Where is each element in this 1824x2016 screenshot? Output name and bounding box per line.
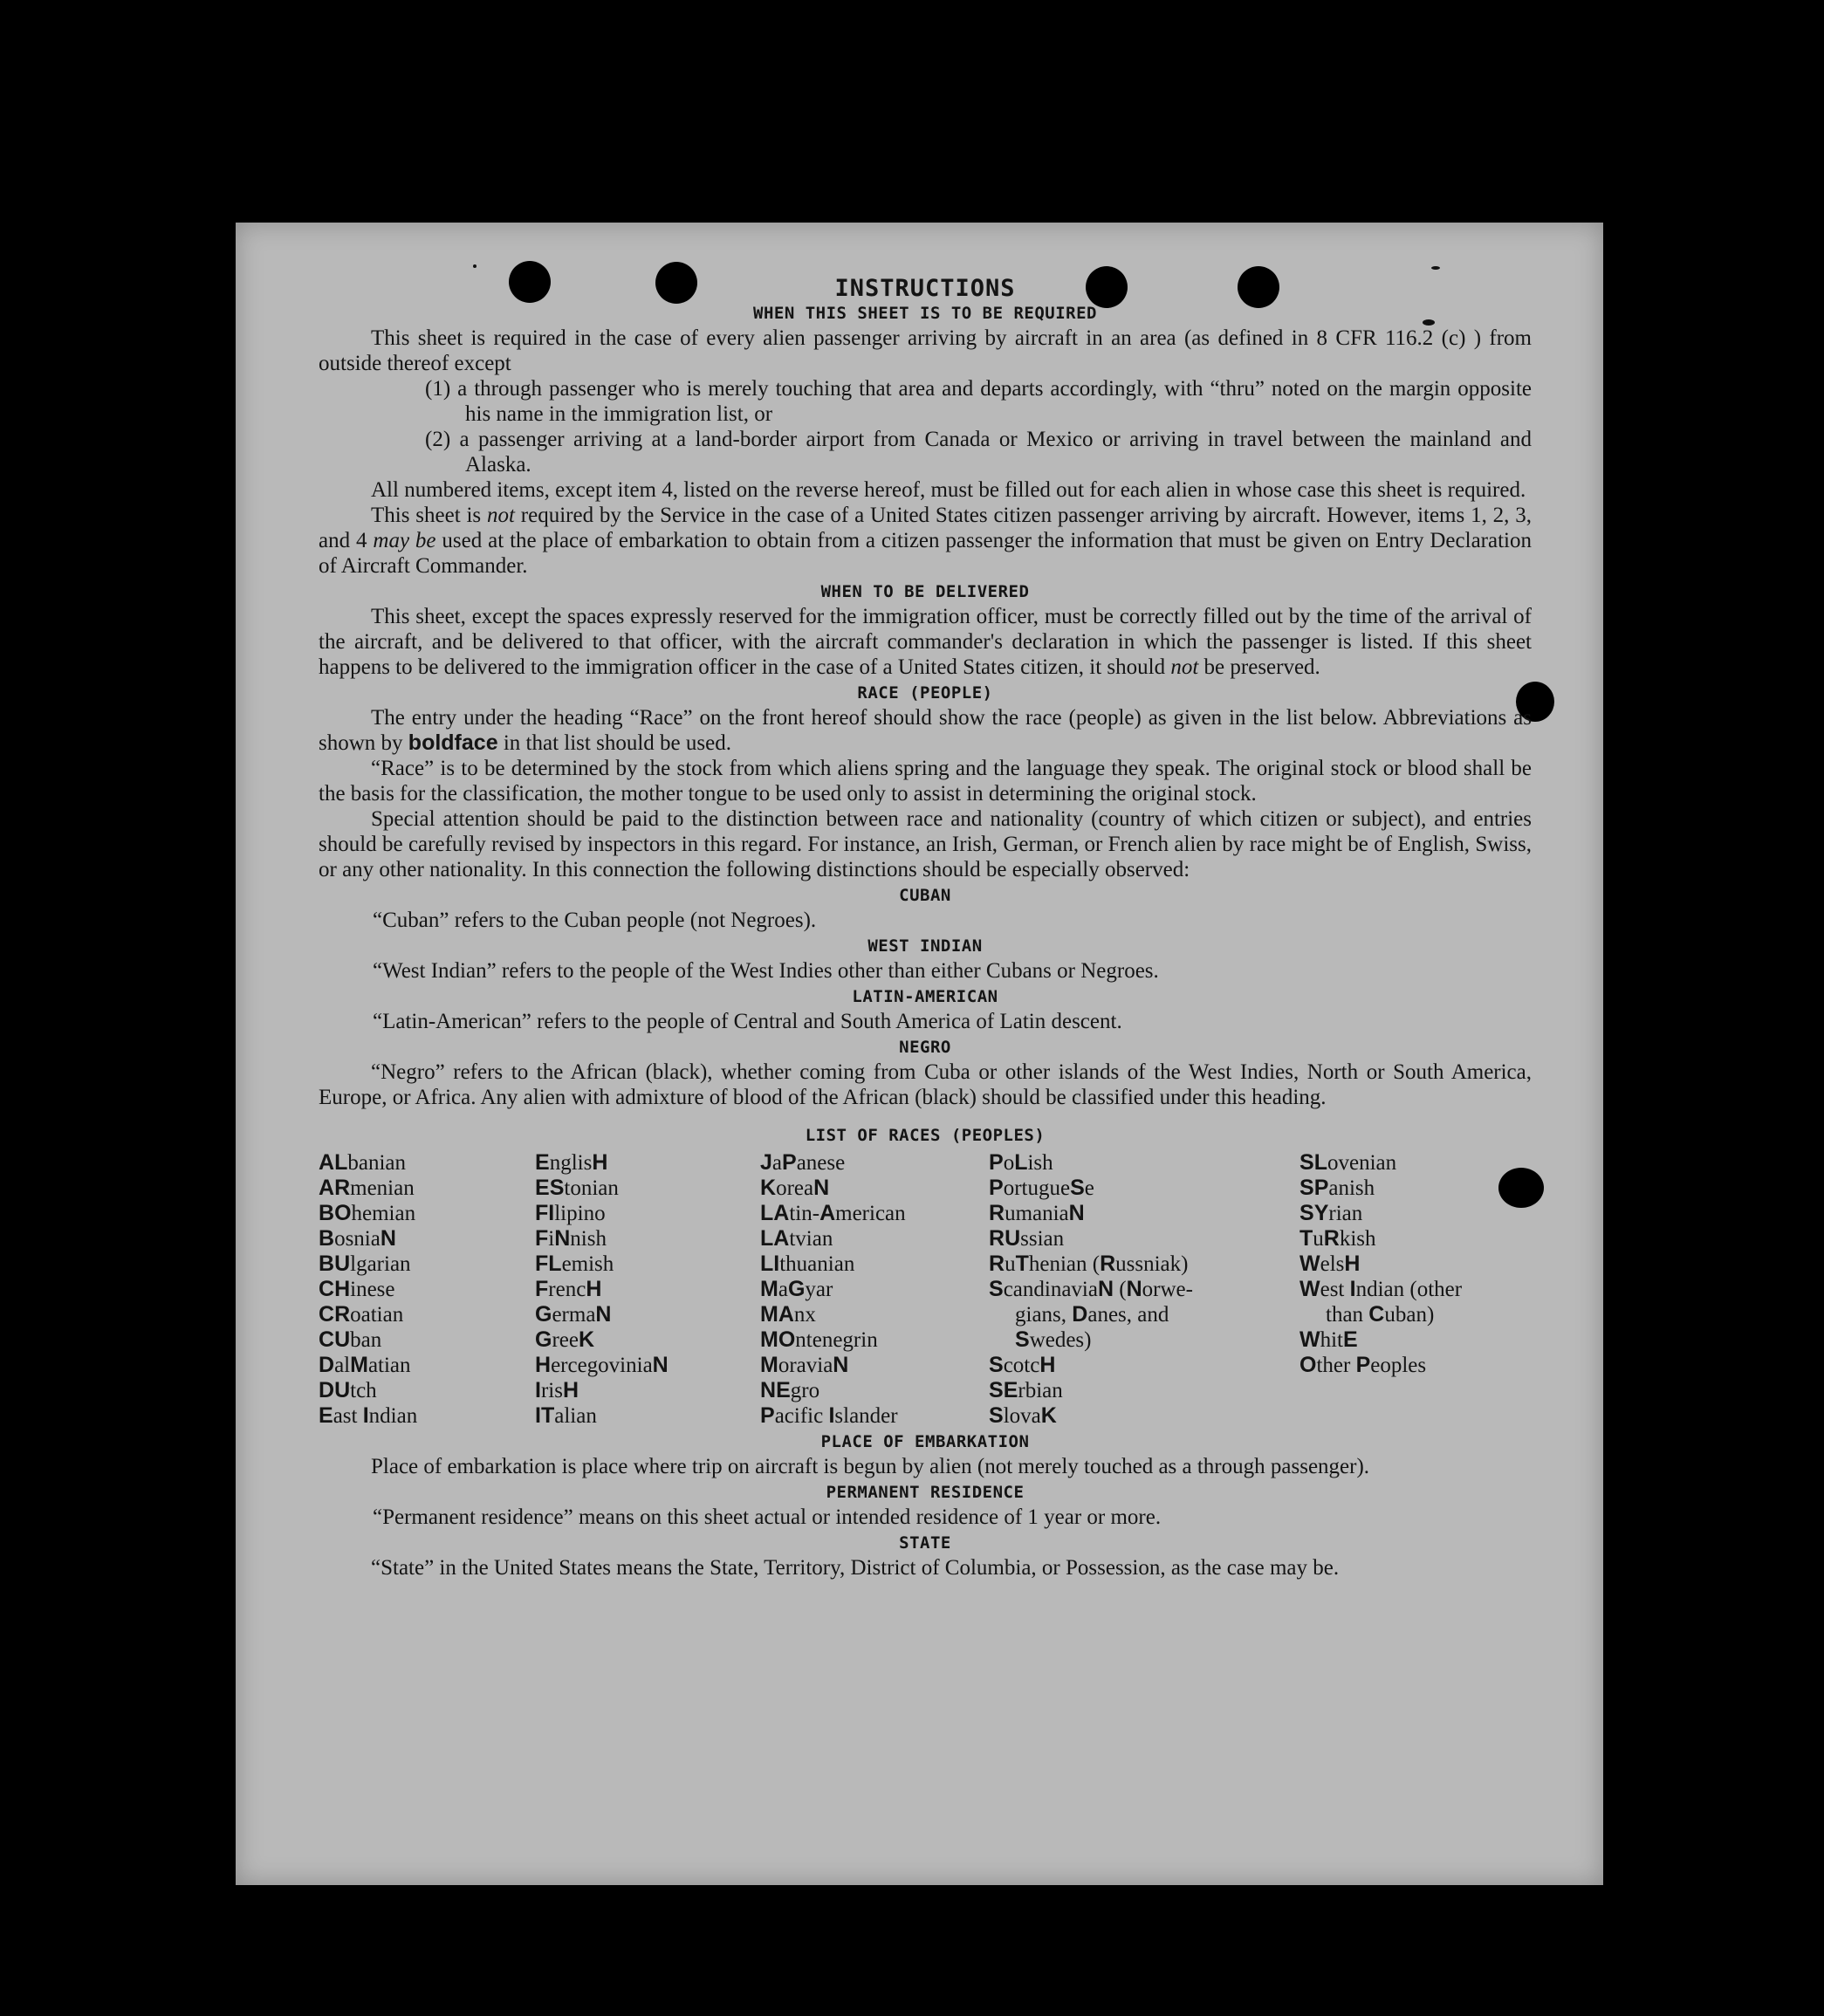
race-entry: ScandinaviaN (Norwe- [989,1277,1193,1301]
race-entry: MoraviaN [760,1353,849,1377]
race-entry: Other Peoples [1299,1353,1427,1377]
state-paragraph: “State” in the United States means the State, Territory, District of Columbia, or Possession, as the case may be. [371,1556,1340,1580]
race-entry: ScotcH [989,1353,1056,1377]
numbered-items-paragraph: All numbered items, except item 4, listed on the reverse hereof, must be filled out for each alien in whose case this sheet is required. [371,478,1526,502]
negro-definition: “Negro” refers to the African (black), whether coming from Cuba or other islands of the West Indies, North or South America, Europe, or Africa. Any alien with admixture of blood of the African (black) should be classified under this heading. [319,1060,1532,1109]
race-entry: GermaN [535,1302,612,1327]
race-entry: FLemish [535,1251,614,1276]
race-entry: East Indian [319,1403,418,1428]
race-entry: ALbanian [319,1150,406,1175]
heading-latin-american: LATIN-AMERICAN [852,987,998,1006]
race-paragraph-3: Special attention should be paid to the distinction between race and nationality (country of which citizen or subject), and entries should be carefully revised by inspectors in this regard. For instance, an Irish, German, or French alien by race might be of English, Swiss, or any other nationality. In this connection the following distinctions should be especially observed: [319,807,1532,881]
instructions-body [319,275,1532,1581]
races-list [319,1150,1532,1429]
races-column-4 [989,1150,1299,1429]
heading-state: STATE [899,1533,951,1553]
race-entry: MAnx [760,1302,816,1327]
latin-american-definition: “Latin-American” refers to the people of Central and South America of Latin descent. [373,1010,1122,1033]
citizen-paragraph: This sheet is not required by the Service in the case of a United States citizen passenger arriving by aircraft. However, items 1, 2, 3, and 4 may be used at the place of embarkation to obtain from a citizen passenger the information that must be given on Entry Declaration of Aircraft Commander. [319,504,1532,578]
west-indian-definition: “West Indian” refers to the people of the West Indies other than either Cubans or Negroes. [373,959,1159,983]
delivered-paragraph: This sheet, except the spaces expressly reserved for the immigration officer, must be correctly filled out by the time of the arrival of the aircraft, and be delivered to that officer, with the aircraft commander's declaration in which the passenger is listed. If this sheet happens to be delivered to the immigration officer in the case of a United States citizen, it should not be preserved. [319,605,1532,679]
heading-list-of-races: LIST OF RACES (PEOPLES) [805,1126,1046,1145]
heading-embarkation: PLACE OF EMBARKATION [820,1432,1030,1451]
race-entry: WhitE [1299,1327,1358,1352]
race-entry: SlovaK [989,1403,1057,1428]
race-entry: FiNnish [535,1226,607,1251]
race-entry: RuThenian (Russniak) [989,1251,1189,1276]
race-entry: TuRkish [1299,1226,1376,1251]
race-paragraph-1: The entry under the heading “Race” on the front hereof should show the race (people) as given in the list below. Abbreviations as shown by boldface in that list should be used. [319,706,1532,755]
race-entry: MaGyar [760,1277,833,1301]
races-column-5 [1299,1150,1523,1429]
ink-speck [473,264,477,268]
heading-race: RACE (PEOPLE) [857,683,993,703]
races-column-1 [319,1150,535,1429]
race-entry: LIthuanian [760,1251,855,1276]
race-entry: BosniaN [319,1226,396,1251]
race-entry: than Cuban) [1326,1302,1435,1327]
heading-delivered: WHEN TO BE DELIVERED [820,582,1030,601]
residence-paragraph: “Permanent residence” means on this sheet actual or intended residence of 1 year or more. [373,1505,1162,1529]
race-entry: HercegoviniaN [535,1353,669,1377]
race-entry: DUtch [319,1378,377,1402]
race-entry: NEgro [760,1378,820,1402]
race-entry: LAtin-American [760,1201,906,1225]
race-entry: Swedes) [1015,1327,1092,1352]
race-entry: CRoatian [319,1302,404,1327]
race-entry: JaPanese [760,1150,846,1175]
race-entry: West Indian (other [1299,1277,1463,1301]
embarkation-paragraph: Place of embarkation is place where trip on aircraft is begun by alien (not merely touched as a through passenger). [371,1455,1370,1478]
race-entry: SLovenian [1299,1150,1397,1175]
races-column-2 [535,1150,760,1429]
race-entry: CUban [319,1327,382,1352]
race-entry: GreeK [535,1327,595,1352]
heading-west-indian: WEST INDIAN [867,936,983,956]
heading-residence: PERMANENT RESIDENCE [826,1483,1025,1502]
race-entry: LAtvian [760,1226,833,1251]
races-column-3 [760,1150,989,1429]
race-entry: RumaniaN [989,1201,1085,1225]
heading-cuban: CUBAN [899,886,951,905]
race-entry: Pacific Islander [760,1403,898,1428]
heading-negro: NEGRO [899,1038,951,1057]
race-paragraph-2: “Race” is to be determined by the stock from which aliens spring and the language they speak. The original stock or blood shall be the basis for the classification, the mother tongue to be used only to assist in determining the original stock. [319,757,1532,806]
ink-speck [1431,266,1440,270]
required-intro: This sheet is required in the case of every alien passenger arriving by aircraft in an area (as defined in 8 CFR 116.2 (c) ) from outside thereof except [319,326,1532,375]
race-entry: CHinese [319,1277,395,1301]
cuban-definition: “Cuban” refers to the Cuban people (not Negroes). [373,909,817,932]
race-entry: EStonian [535,1176,619,1200]
race-entry: PoLish [989,1150,1053,1175]
race-entry: PortugueSe [989,1176,1094,1200]
race-entry: FIlipino [535,1201,606,1225]
page-title: INSTRUCTIONS [834,275,1016,302]
race-entry: ARmenian [319,1176,415,1200]
exception-item-1: (1) a through passenger who is merely touching that area and departs accordingly, with “thru” noted on the margin opposite his name in the immigration list, or [425,377,1532,426]
race-entry: ITalian [535,1403,597,1428]
race-entry: RUssian [989,1226,1065,1251]
race-entry: BOhemian [319,1201,416,1225]
race-entry: gians, Danes, and [1015,1302,1169,1327]
race-entry: WelsH [1299,1251,1361,1276]
heading-required: WHEN THIS SHEET IS TO BE REQUIRED [753,304,1097,323]
instruction-sheet [236,223,1603,1885]
exception-item-2: (2) a passenger arriving at a land-border airport from Canada or Mexico or arriving in travel between the mainland and Alaska. [425,428,1532,477]
race-entry: BUlgarian [319,1251,411,1276]
race-entry: MOntenegrin [760,1327,878,1352]
race-entry: KoreaN [760,1176,830,1200]
race-entry: SPanish [1299,1176,1375,1200]
race-entry: DalMatian [319,1353,411,1377]
race-entry: IrisH [535,1378,579,1402]
race-entry: SErbian [989,1378,1063,1402]
race-entry: EnglisH [535,1150,608,1175]
race-entry: SYrian [1299,1201,1363,1225]
race-entry: FrencH [535,1277,602,1301]
